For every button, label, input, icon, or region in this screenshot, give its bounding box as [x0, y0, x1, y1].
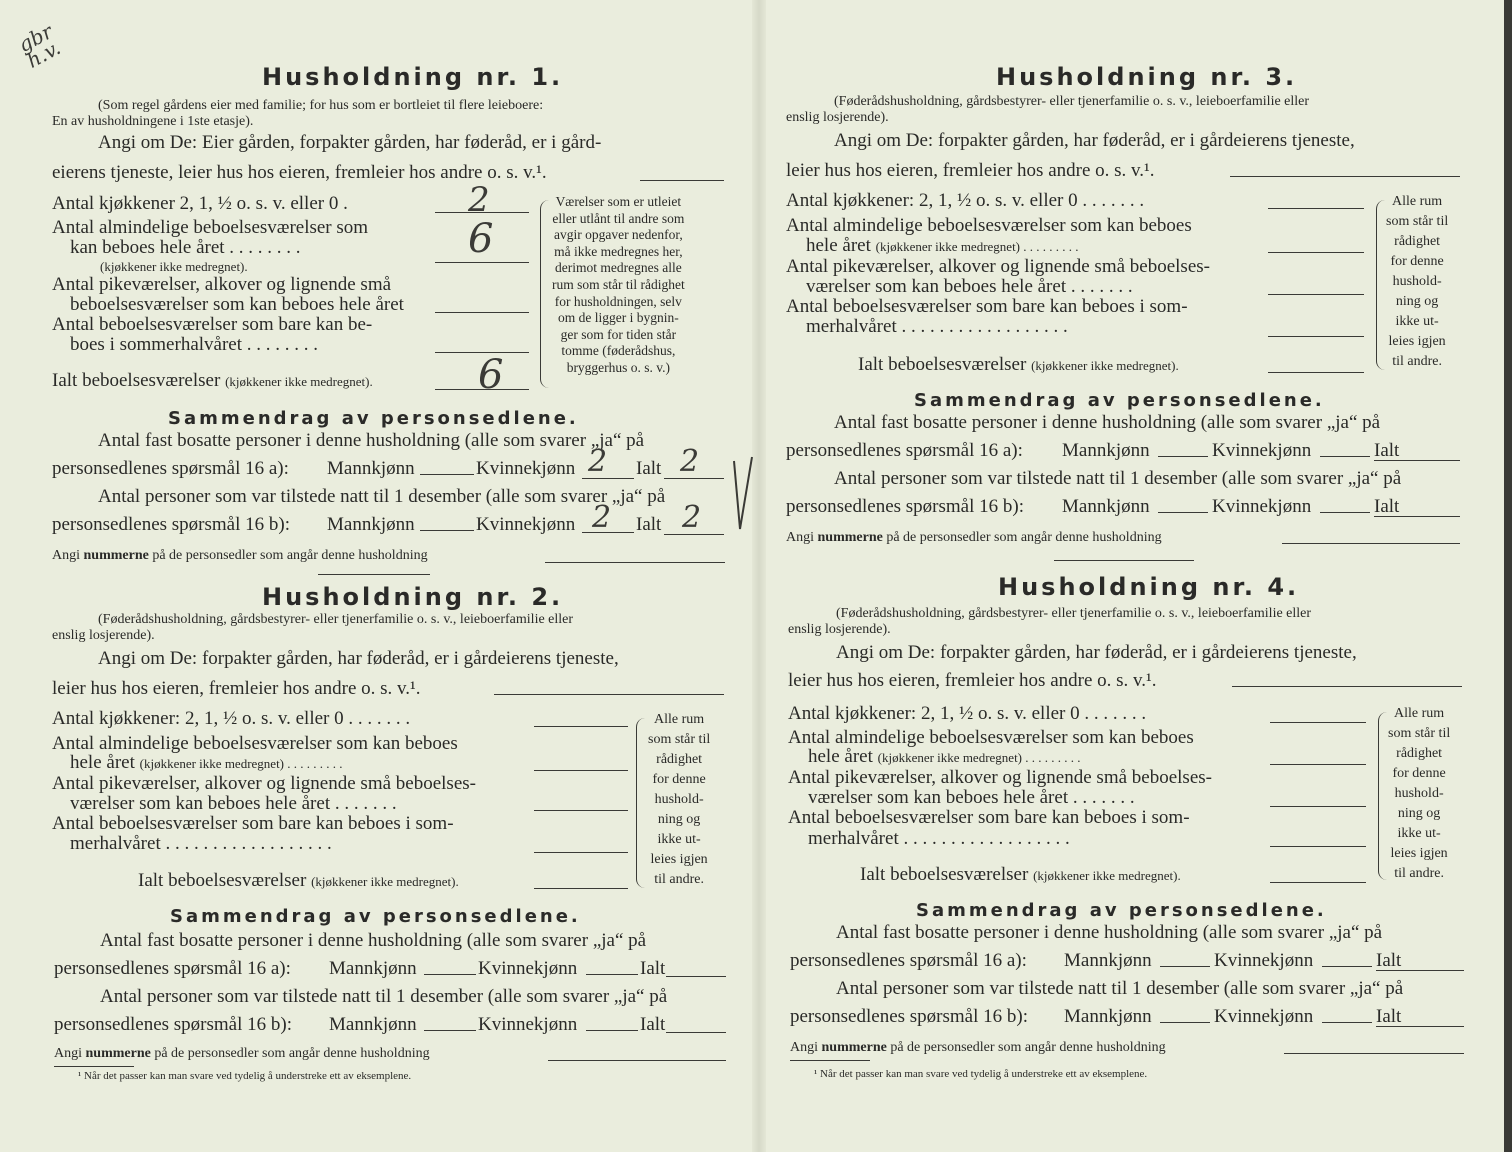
h1-row-sommer-a: Antal beboelsesværelser som bare kan be-: [52, 314, 373, 335]
h4-row-alm-a: Antal almindelige beboelsesværelser som kan beboes: [788, 727, 1194, 748]
h1-row-alm-b: kan beboes hele året . . . . . . . .: [70, 237, 301, 258]
h2-side-line: for denne: [652, 772, 706, 787]
h4-row-pike-b: værelser som kan beboes hele året . . . . . . .: [808, 787, 1135, 808]
h4-note-1: (Føderådshusholdning, gårdsbestyrer- eller tjenerfamilie o. s. v., leieboerfamilie eller: [836, 606, 1312, 621]
h3-side-note: [1386, 192, 1448, 372]
h1-row-alm-c: (kjøkkener ikke medregnet).: [100, 259, 248, 274]
h2-row-alm-b: hele året (kjøkkener ikke medregnet) . . . . . . . . .: [70, 752, 343, 773]
h3-angi-nummerne: Angi nummerne på de personsedler som angår denne husholdning: [786, 530, 1162, 545]
h3-ialt: Ialt beboelsesværelser (kjøkkener ikke medregnet).: [858, 354, 1179, 375]
corner-handwriting: gbr h.v.: [14, 19, 65, 73]
h4-line-3: [1270, 806, 1366, 807]
h1-side-line: tomme (føderådshus,: [561, 343, 676, 359]
h3-16a-kvinne: Kvinnekjønn: [1212, 440, 1312, 461]
h3-16b-ialt-line: [1374, 516, 1460, 517]
h1-row-alm-a: Antal almindelige beboelsesværelser som: [52, 217, 369, 238]
h1-angi-nummerne: Angi nummerne på de personsedler som angår denne husholdning: [52, 548, 428, 563]
h3-sum-title: Sammendrag av personsedlene.: [914, 390, 1325, 411]
h3-16a-ialt: Ialt: [1374, 440, 1400, 461]
footnote-left: ¹ Når det passer kan man svare ved tydelig å understreke ett av eksemplene.: [78, 1070, 412, 1082]
h4-angi-line: [1232, 686, 1462, 687]
h1-side-line: eller utlånt til andre som: [552, 210, 685, 226]
h4-sum-title: Sammendrag av personsedlene.: [916, 900, 1327, 921]
h3-16a-ialt-line: [1374, 460, 1460, 461]
h2-side-line: som står til: [648, 732, 711, 747]
h4-sum-p1: Antal fast bosatte personer i denne husholdning (alle som svarer „ja“ på: [836, 922, 1383, 943]
h1-sum-p1: Antal fast bosatte personer i denne husholdning (alle som svarer „ja“ på: [98, 430, 645, 451]
h3-row-pike-b: værelser som kan beboes hele året . . . . . . .: [806, 276, 1133, 297]
h2-row-sommer-a: Antal beboelsesværelser som bare kan beboes i som-: [52, 813, 454, 834]
h1-sum-p3: Antal personer som var tilstede natt til 1 desember (alle som svarer „ja“ på: [98, 486, 666, 507]
h2-row-pike-b: værelser som kan beboes hele året . . . . . . .: [70, 793, 397, 814]
h4-title: Husholdning nr. 4.: [998, 573, 1300, 601]
h3-angi-line: [1230, 176, 1460, 177]
h4-16a-kvinne-line: [1322, 966, 1372, 967]
h1-side-line: må ikke medregnes her,: [554, 243, 683, 259]
h3-side-line: som står til: [1386, 214, 1449, 229]
h3-16b-mann-line: [1158, 512, 1208, 513]
h1-row-pike-b: beboelsesværelser som kan beboes hele året: [70, 294, 404, 315]
h4-row-kjokkener: Antal kjøkkener: 2, 1, ½ o. s. v. eller 0 . . . . . . .: [788, 703, 1147, 724]
h1-side-line: derimot medregnes alle: [555, 260, 682, 276]
h1-side-line: bryggerhus o. s. v.): [566, 359, 671, 375]
h4-line-4: [1270, 846, 1366, 847]
h4-side-line: som står til: [1388, 726, 1451, 741]
h3-16a-mann-line: [1158, 456, 1208, 457]
h2-side-line: Alle rum: [654, 712, 705, 727]
h1-side-line: for husholdningen, selv: [554, 293, 682, 309]
h2-16a-ialt: Ialt: [640, 958, 666, 979]
h4-16a-ialt: Ialt: [1376, 950, 1402, 971]
h3-side-line: hushold-: [1392, 274, 1442, 289]
footnote-right: ¹ Når det passer kan man svare ved tydelig å understreke ett av eksemplene.: [814, 1068, 1148, 1080]
h1-sum-p2: personsedlenes spørsmål 16 a):: [52, 458, 289, 479]
h3-16b-kvinne: Kvinnekjønn: [1212, 496, 1312, 517]
h4-line-2: [1270, 764, 1366, 765]
h1-16a-ialt-value: 2: [680, 444, 700, 479]
h1-side-line: Værelser som er utleiet: [555, 194, 682, 209]
h2-16b-mann: Mannkjønn: [329, 1014, 417, 1035]
h2-side-line: rådighet: [656, 752, 703, 767]
h1-row-pike-a: Antal pikeværelser, alkover og lignende små: [52, 274, 392, 295]
h4-side-line: for denne: [1392, 766, 1446, 781]
h3-row-pike-a: Antal pikeværelser, alkover og lignende små beboelses-: [786, 256, 1210, 277]
h2-angi-2: leier hus hos eieren, fremleier hos andre o. s. v.¹.: [52, 678, 421, 699]
h3-note-2: enslig losjerende).: [786, 110, 889, 125]
h4-16a-mann: Mannkjønn: [1064, 950, 1152, 971]
h1-16b-kvinne: Kvinnekjønn: [476, 514, 576, 535]
h4-16b-ialt: Ialt: [1376, 1006, 1402, 1027]
h2-sum-p4: personsedlenes spørsmål 16 b):: [54, 1014, 292, 1035]
h2-sum-p2: personsedlenes spørsmål 16 a):: [54, 958, 291, 979]
h4-16b-kvinne: Kvinnekjønn: [1214, 1006, 1314, 1027]
h1-16a-ialt: Ialt: [636, 458, 662, 479]
h3-brace: [1376, 200, 1385, 370]
h4-16b-mann: Mannkjønn: [1064, 1006, 1152, 1027]
h2-note-2: enslig losjerende).: [52, 628, 155, 643]
h1-sum-p4: personsedlenes spørsmål 16 b):: [52, 514, 290, 535]
h1-note-1: (Som regel gårdens eier med familie; for hus som er bortleiet til flere leieboere:: [98, 98, 544, 113]
h3-line-ialt: [1268, 372, 1364, 373]
h4-side-line: ning og: [1397, 806, 1441, 821]
h2-row-kjokkener: Antal kjøkkener: 2, 1, ½ o. s. v. eller 0 . . . . . . .: [52, 708, 411, 729]
h1-kjokkener-value: 2: [468, 180, 490, 220]
h3-angi-2: leier hus hos eieren, fremleier hos andre o. s. v.¹.: [786, 160, 1155, 181]
h1-alm-value: 6: [468, 216, 494, 262]
h3-side-line: ning og: [1395, 294, 1439, 309]
h1-16b-ialt: Ialt: [636, 514, 662, 535]
h3-nummerne-line: [1282, 543, 1460, 544]
h2-16a-kvinne: Kvinnekjønn: [478, 958, 578, 979]
h4-side-line: til andre.: [1394, 866, 1444, 881]
h2-16b-ialt: Ialt: [640, 1014, 666, 1035]
h4-16b-kvinne-line: [1322, 1022, 1372, 1023]
h1-ialt-label: Ialt beboelsesværelser: [52, 370, 221, 391]
h1-side-line: avgir opgaver nedenfor,: [553, 227, 683, 243]
h3-separator: [1054, 560, 1194, 561]
h4-side-note: [1388, 704, 1450, 884]
h4-side-line: Alle rum: [1394, 706, 1445, 721]
h1-side-line: rum som står til rådighet: [552, 276, 685, 292]
h4-angi-1: Angi om De: forpakter gården, har føderåd, er i gårdeierens tjeneste,: [836, 642, 1357, 663]
h2-side-line: hushold-: [654, 792, 704, 807]
h4-ialt: Ialt beboelsesværelser (kjøkkener ikke medregnet).: [860, 864, 1181, 885]
h3-row-alm-b: hele året (kjøkkener ikke medregnet) . . . . . . . . .: [806, 235, 1079, 256]
h2-title: Husholdning nr. 2.: [262, 583, 564, 611]
h1-sum-title: Sammendrag av personsedlene.: [168, 408, 579, 429]
h2-side-line: leies igjen: [650, 852, 708, 867]
h2-row-alm-a: Antal almindelige beboelsesværelser som kan beboes: [52, 733, 458, 754]
h2-row-pike-a: Antal pikeværelser, alkover og lignende små beboelses-: [52, 773, 476, 794]
h3-side-line: rådighet: [1394, 234, 1441, 249]
h2-side-line: ikke ut-: [657, 832, 701, 847]
h2-note-1: (Føderådshusholdning, gårdsbestyrer- eller tjenerfamilie o. s. v., leieboerfamilie eller: [98, 612, 574, 627]
h4-16b-mann-line: [1160, 1022, 1210, 1023]
h4-side-line: hushold-: [1394, 786, 1444, 801]
h1-row-sommer-b: boes i sommerhalvåret . . . . . . . .: [70, 334, 319, 355]
h1-16a-kvinne: Kvinnekjønn: [476, 458, 576, 479]
h4-line-ialt: [1270, 882, 1366, 883]
h3-angi-1: Angi om De: forpakter gården, har føderåd, er i gårdeierens tjeneste,: [834, 130, 1355, 151]
h3-16b-ialt: Ialt: [1374, 496, 1400, 517]
h2-side-line: ning og: [657, 812, 701, 827]
h4-sum-p2: personsedlenes spørsmål 16 a):: [790, 950, 1027, 971]
h1-note-2: En av husholdningene i 1ste etasje).: [52, 114, 254, 129]
h2-16a-mann: Mannkjønn: [329, 958, 417, 979]
h3-note-1: (Føderådshusholdning, gårdsbestyrer- eller tjenerfamilie o. s. v., leieboerfamilie eller: [834, 94, 1310, 109]
h2-row-sommer-b: merhalvåret . . . . . . . . . . . . . . . . . .: [70, 833, 332, 854]
h4-side-line: rådighet: [1396, 746, 1443, 761]
h4-line-1: [1270, 722, 1366, 723]
h3-line-3: [1268, 294, 1364, 295]
h4-side-line: ikke ut-: [1397, 826, 1441, 841]
h1-row-kjokkener: Antal kjøkkener 2, 1, ½ o. s. v. eller 0 .: [52, 193, 348, 214]
h3-row-kjokkener: Antal kjøkkener: 2, 1, ½ o. s. v. eller 0 . . . . . . .: [786, 190, 1145, 211]
h1-side-line: om de ligger i bygnin-: [558, 310, 679, 326]
h4-sum-p4: personsedlenes spørsmål 16 b):: [790, 1006, 1028, 1027]
h3-line-4: [1268, 336, 1364, 337]
h3-16b-kvinne-line: [1320, 512, 1370, 513]
h2-sum-title: Sammendrag av personsedlene.: [170, 906, 581, 927]
h1-side-line: ger som for tiden står: [560, 326, 677, 342]
h3-16a-kvinne-line: [1320, 456, 1370, 457]
h2-angi-1: Angi om De: forpakter gården, har føderåd, er i gårdeierens tjeneste,: [98, 648, 619, 669]
h4-sum-p3: Antal personer som var tilstede natt til 1 desember (alle som svarer „ja“ på: [836, 978, 1404, 999]
h2-16b-kvinne: Kvinnekjønn: [478, 1014, 578, 1035]
h3-16a-mann: Mannkjønn: [1062, 440, 1150, 461]
h1-16b-ialt-value: 2: [682, 500, 702, 535]
h3-sum-p1: Antal fast bosatte personer i denne husholdning (alle som svarer „ja“ på: [834, 412, 1381, 433]
h4-side-line: leies igjen: [1390, 846, 1448, 861]
h3-side-line: leies igjen: [1388, 334, 1446, 349]
h4-16a-kvinne: Kvinnekjønn: [1214, 950, 1314, 971]
h2-sum-p3: Antal personer som var tilstede natt til 1 desember (alle som svarer „ja“ på: [100, 986, 668, 1007]
h1-16a-kvinne-value: 2: [588, 444, 608, 479]
h4-row-alm-b: hele året (kjøkkener ikke medregnet) . . . . . . . . .: [808, 746, 1081, 767]
h3-side-line: ikke ut-: [1395, 314, 1439, 329]
h2-ialt: Ialt beboelsesværelser (kjøkkener ikke medregnet).: [138, 870, 459, 891]
h3-side-line: til andre.: [1392, 354, 1442, 369]
h3-side-line: Alle rum: [1392, 194, 1443, 209]
h4-note-2: enslig losjerende).: [788, 622, 891, 637]
h4-nummerne-line: [1284, 1053, 1464, 1054]
h3-sum-p2: personsedlenes spørsmål 16 a):: [786, 440, 1023, 461]
h3-sum-p4: personsedlenes spørsmål 16 b):: [786, 496, 1024, 517]
h1-ialt-small: (kjøkkener ikke medregnet).: [225, 374, 373, 389]
h4-brace: [1378, 712, 1387, 880]
h3-row-sommer-b: merhalvåret . . . . . . . . . . . . . . . . . .: [806, 316, 1068, 337]
h4-16b-ialt-line: [1376, 1026, 1464, 1027]
h1-angi-2: eierens tjeneste, leier hus hos eieren, fremleier hos andre o. s. v.¹.: [52, 162, 547, 183]
h1-16a-mann: Mannkjønn: [327, 458, 415, 479]
h4-angi-2: leier hus hos eieren, fremleier hos andre o. s. v.¹.: [788, 670, 1157, 691]
h3-row-sommer-a: Antal beboelsesværelser som bare kan beboes i som-: [786, 296, 1188, 317]
h1-title: Husholdning nr. 1.: [262, 63, 564, 91]
h2-sum-p1: Antal fast bosatte personer i denne husholdning (alle som svarer „ja“ på: [100, 930, 647, 951]
h1-16b-mann: Mannkjønn: [327, 514, 415, 535]
h3-16b-mann: Mannkjønn: [1062, 496, 1150, 517]
h1-angi-1: Angi om De: Eier gården, forpakter gården, har føderåd, er i gård-: [98, 132, 602, 153]
h3-line-2: [1268, 252, 1364, 253]
h3-side-line: for denne: [1390, 254, 1444, 269]
h3-sum-p3: Antal personer som var tilstede natt til 1 desember (alle som svarer „ja“ på: [834, 468, 1402, 489]
h3-line-1: [1268, 208, 1364, 209]
h4-row-sommer-a: Antal beboelsesværelser som bare kan beboes i som-: [788, 807, 1190, 828]
h4-row-sommer-b: merhalvåret . . . . . . . . . . . . . . . . . .: [808, 828, 1070, 849]
h3-row-alm-a: Antal almindelige beboelsesværelser som kan beboes: [786, 215, 1192, 236]
footnote-rule-right: [790, 1060, 870, 1061]
h2-angi-nummerne: Angi nummerne på de personsedler som angår denne husholdning: [54, 1046, 430, 1061]
h4-row-pike-a: Antal pikeværelser, alkover og lignende små beboelses-: [788, 767, 1212, 788]
h1-ialt-value: 6: [478, 352, 504, 398]
h4-angi-nummerne: Angi nummerne på de personsedler som angår denne husholdning: [790, 1040, 1166, 1055]
h2-side-line: til andre.: [654, 872, 704, 887]
h4-16a-ialt-line: [1376, 970, 1464, 971]
h3-title: Husholdning nr. 3.: [996, 63, 1298, 91]
h4-16a-mann-line: [1160, 966, 1210, 967]
h1-16b-kvinne-value: 2: [592, 500, 612, 535]
